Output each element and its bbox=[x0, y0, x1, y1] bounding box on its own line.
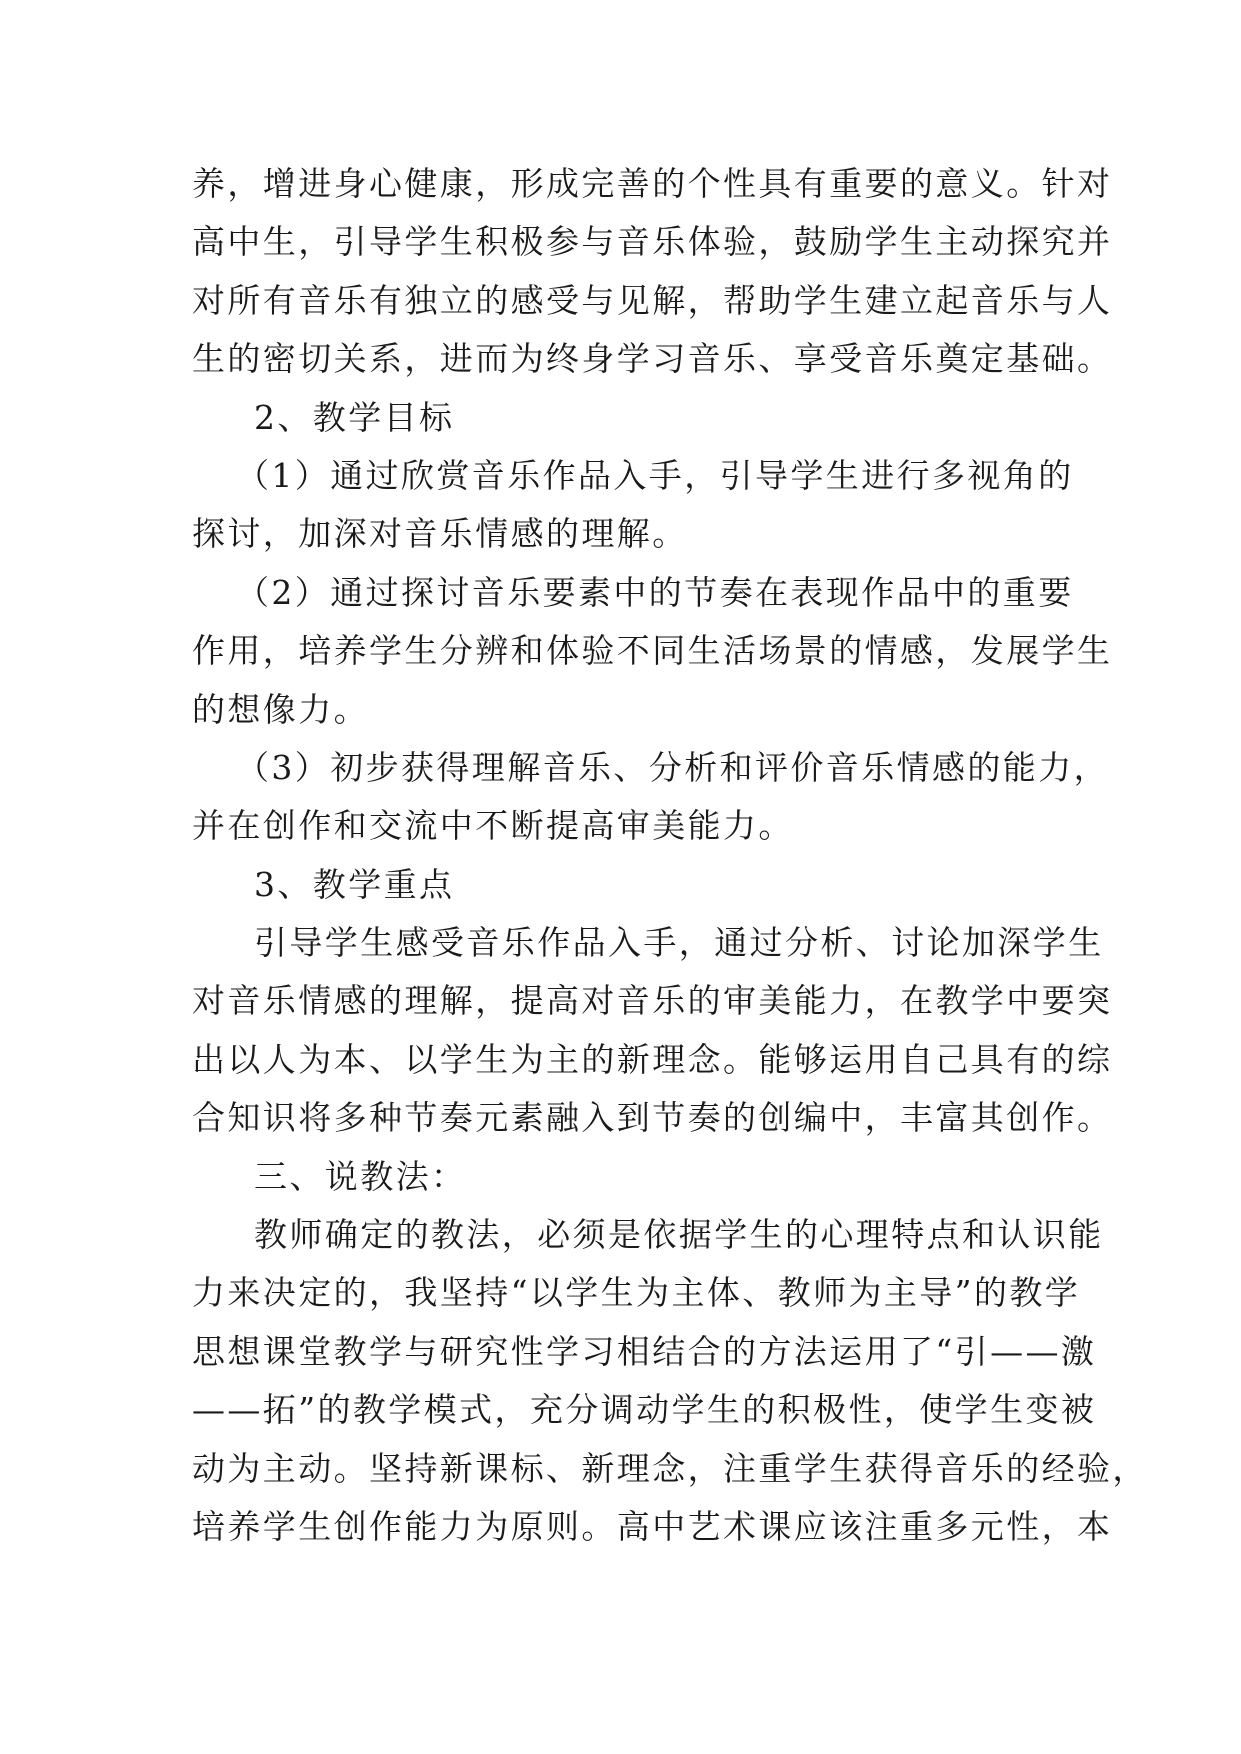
text-line: 探讨，加深对音乐情感的理解。 bbox=[192, 514, 688, 554]
text-line: 出以人为本、以学生为主的新理念。能够运用自己具有的综 bbox=[192, 1039, 1113, 1079]
text-line: 教师确定的教法，必须是依据学生的心理特点和认识能 bbox=[254, 1215, 1104, 1255]
text-line: 引导学生感受音乐作品入手，通过分析、讨论加深学生 bbox=[254, 923, 1104, 963]
text-line: 并在创作和交流中不断提高审美能力。 bbox=[192, 806, 794, 846]
text-line: 力来决定的，我坚持“以学生为主体、教师为主导”的教学 bbox=[192, 1273, 1081, 1313]
document-body bbox=[192, 155, 1148, 1556]
text-line: 作用，培养学生分辨和体验不同生活场景的情感，发展学生 bbox=[192, 631, 1113, 671]
text-line: 高中生，引导学生积极参与音乐体验，鼓励学生主动探究并 bbox=[192, 222, 1113, 262]
text-line: 养，增进身心健康，形成完善的个性具有重要的意义。针对 bbox=[192, 164, 1113, 203]
section-heading: 2、教学目标 bbox=[254, 397, 455, 437]
text-line: 培养学生创作能力为原则。高中艺术课应该注重多元性，本 bbox=[192, 1506, 1113, 1546]
text-line: 生的密切关系，进而为终身学习音乐、享受音乐奠定基础。 bbox=[192, 339, 1113, 379]
text-line: 动为主动。坚持新课标、新理念，注重学生获得音乐的经验， bbox=[192, 1448, 1148, 1488]
text-line: （1）通过欣赏音乐作品入手，引导学生进行多视角的 bbox=[236, 455, 1074, 495]
text-line: ——拓”的教学模式，充分调动学生的积极性，使学生变被 bbox=[192, 1390, 1097, 1430]
text-line: （3）初步获得理解音乐、分析和评价音乐情感的能力， bbox=[236, 747, 1109, 787]
text-line: 合知识将多种节奏元素融入到节奏的创编中，丰富其创作。 bbox=[192, 1098, 1113, 1138]
text-line: 思想课堂教学与研究性学习相结合的方法运用了“引——激 bbox=[192, 1331, 1097, 1371]
section-heading: 3、教学重点 bbox=[254, 864, 455, 904]
text-line: （2）通过探讨音乐要素中的节奏在表现作品中的重要 bbox=[236, 572, 1074, 612]
text-line: 对音乐情感的理解，提高对音乐的审美能力，在教学中要突 bbox=[192, 981, 1113, 1021]
text-line: 的想像力。 bbox=[192, 689, 369, 729]
section-heading: 三、说教法： bbox=[254, 1156, 467, 1196]
text-line: 对所有音乐有独立的感受与见解，帮助学生建立起音乐与人 bbox=[192, 280, 1113, 320]
